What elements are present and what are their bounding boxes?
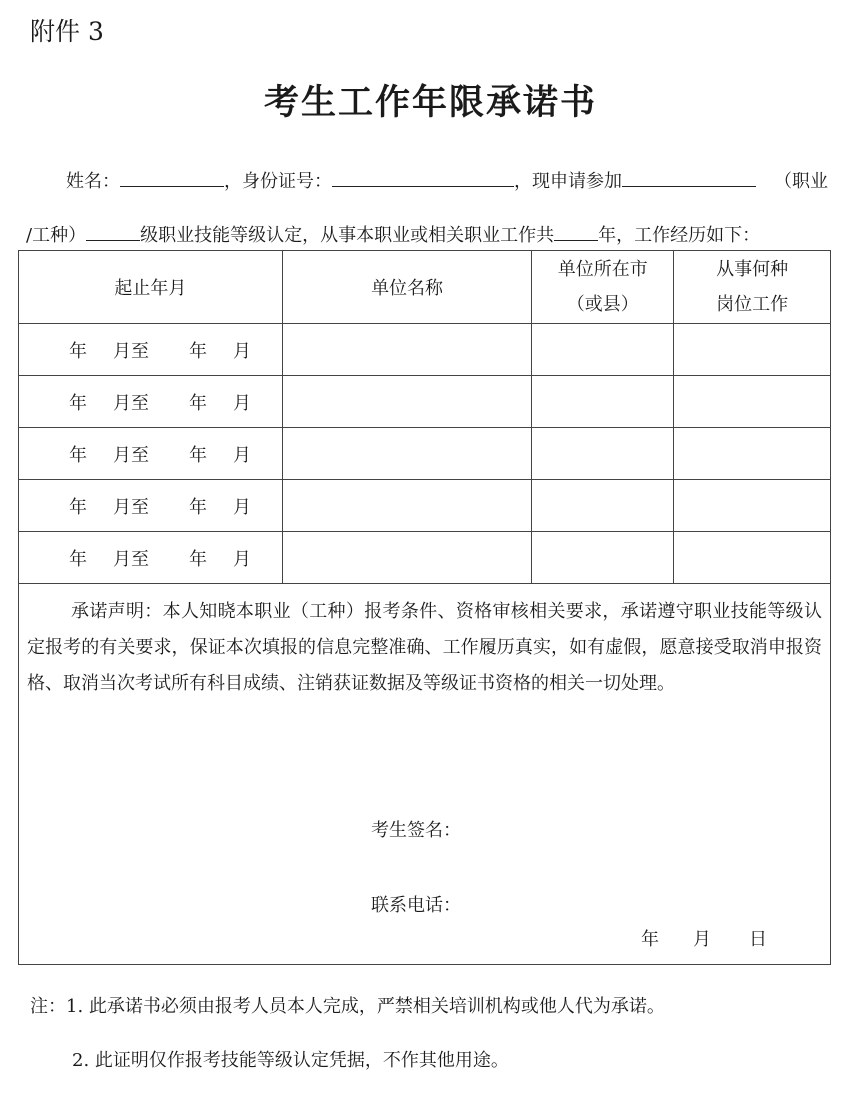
note-2: 2. 此证明仅作报考技能等级认定凭据，不作其他用途。 [72,1050,509,1071]
attachment-label: 附件 3 [30,17,104,46]
date-day: 日 [749,929,767,950]
header-position: 从事何种 岗位工作 [674,251,831,324]
employer-cell[interactable] [282,428,532,480]
location-cell[interactable] [532,532,674,584]
period-cell[interactable]: 年 月至 年 月 [19,532,283,584]
position-cell[interactable] [674,376,831,428]
level-blank[interactable] [86,222,140,241]
employer-cell[interactable] [282,324,532,376]
intro-line-2 [26,221,760,247]
position-cell[interactable] [674,532,831,584]
header-employer: 单位名称 [282,251,532,324]
position-cell[interactable] [674,324,831,376]
period-cell[interactable]: 年 月至 年 月 [19,324,283,376]
table-row [19,480,831,532]
position-cell[interactable] [674,480,831,532]
location-cell[interactable] [532,324,674,376]
phone-label: 联系电话： [371,895,461,916]
table-header-row [19,251,831,324]
period-cell[interactable]: 年 月至 年 月 [19,428,283,480]
statement-cell [19,584,831,965]
location-cell[interactable] [532,428,674,480]
name-blank[interactable] [120,168,224,187]
level-text: 级职业技能等级认定，从事本职业或相关职业工作共 [140,225,555,246]
employer-cell[interactable] [282,376,532,428]
intro-line-1 [66,167,756,193]
note-1: 注：1. 此承诺书必须由报考人员本人完成，严禁相关培训机构或他人代为承诺。 [30,996,665,1017]
occupation-open: （职业 [774,171,828,192]
id-label: ，身份证号： [224,171,332,192]
header-location: 单位所在市 （或县） [532,251,674,324]
table-row [19,324,831,376]
years-blank[interactable] [554,222,598,241]
statement-row [19,584,831,965]
date-year: 年 [641,929,659,950]
statement-text: 承诺声明：本人知晓本职业（工种）报考条件、资格审核相关要求，承诺遵守职业技能等级认定报考的有关要求，保证本次填报的信息完整准确、工作履历真实，如有虚假，愿意接受取消申报资格、取消当次考试所有科目成绩、注销获证数据及等级证书资格的相关一切处理。 [27,601,822,694]
years-text: 年，工作经历如下： [598,225,761,246]
id-number-blank[interactable] [332,168,514,187]
signature-label: 考生签名： [371,820,461,841]
page-title: 考生工作年限承诺书 [263,83,597,123]
name-label: 姓名： [66,171,120,192]
table-row [19,376,831,428]
location-cell[interactable] [532,376,674,428]
date-month: 月 [693,929,711,950]
occupation-blank[interactable] [622,168,756,187]
table-row [19,532,831,584]
period-cell[interactable]: 年 月至 年 月 [19,376,283,428]
employer-cell[interactable] [282,532,532,584]
header-period: 起止年月 [19,251,283,324]
table-row [19,428,831,480]
period-cell[interactable]: 年 月至 年 月 [19,480,283,532]
apply-label: ，现申请参加 [514,171,622,192]
position-cell[interactable] [674,428,831,480]
work-history-table [18,250,831,965]
employer-cell[interactable] [282,480,532,532]
occupation-close: /工种） [26,225,87,246]
location-cell[interactable] [532,480,674,532]
